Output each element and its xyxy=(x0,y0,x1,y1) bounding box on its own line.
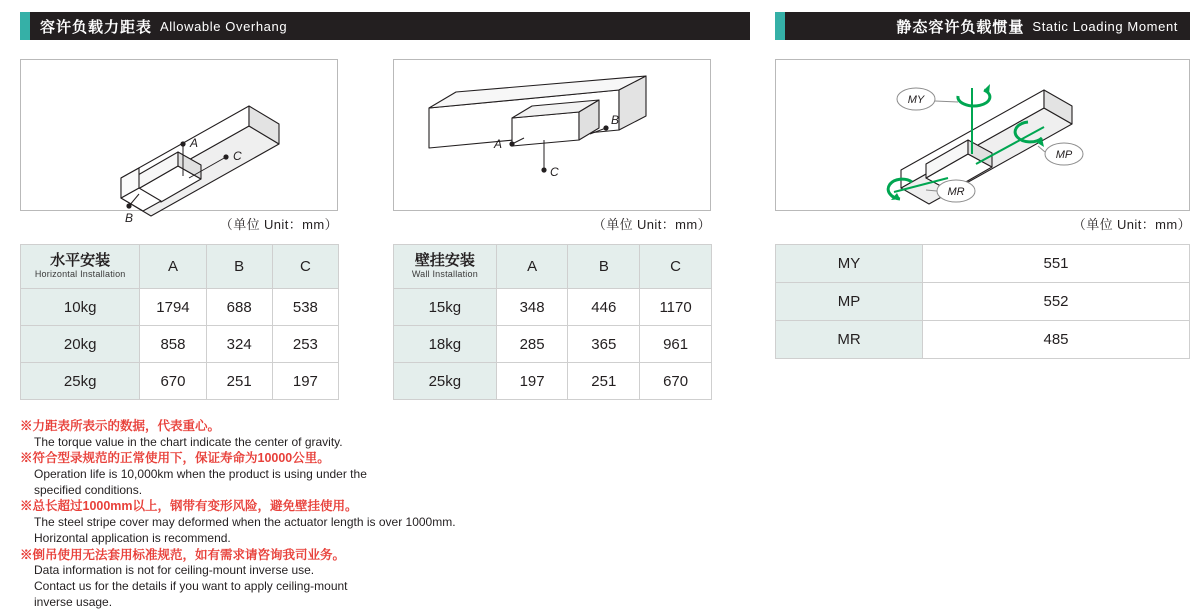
section-title-bar xyxy=(30,12,750,40)
cell-b: 251 xyxy=(206,363,272,400)
svg-text:C: C xyxy=(233,149,242,163)
note-en-1-1: The torque value in the chart indicate the center of gravity. xyxy=(34,434,343,449)
svg-text:C: C xyxy=(550,165,559,179)
figure-static-loading-moment xyxy=(775,59,1190,211)
section-title-cn: 容许负载力距表 xyxy=(40,18,153,36)
table-horizontal-installation xyxy=(20,244,339,400)
note-cn-2: ※符合型录规范的正常使用下，保证寿命为10000公里。 xyxy=(20,451,330,466)
table-row xyxy=(394,289,712,326)
svg-text:MY: MY xyxy=(907,94,925,106)
figure-moment-svg xyxy=(776,60,1189,210)
section-title-cn-2: 静态容许负载惯量 xyxy=(896,18,1025,36)
cell-c: 538 xyxy=(272,289,338,326)
cell-a: 1794 xyxy=(140,289,206,326)
section-title-en: Allowable Overhang xyxy=(160,18,288,34)
cell-a: 348 xyxy=(496,289,568,326)
cell-c: 253 xyxy=(272,326,338,363)
svg-text:MP: MP xyxy=(1055,149,1073,161)
cell-a: 285 xyxy=(496,326,568,363)
table-row xyxy=(776,245,1190,283)
cell-my-value: 551 xyxy=(923,245,1190,283)
cell-a: 858 xyxy=(140,326,206,363)
row-label-mr: MR xyxy=(776,321,923,359)
header-col-b: B xyxy=(568,245,640,289)
cell-mp-value: 552 xyxy=(923,283,1190,321)
note-cn-3: ※总长超过1000mm以上，钢带有变形风险，避免壁挂使用。 xyxy=(20,499,358,514)
svg-text:A: A xyxy=(494,137,503,151)
cell-b: 251 xyxy=(568,363,640,400)
svg-text:MR: MR xyxy=(947,186,965,198)
row-label: 25kg xyxy=(21,363,140,400)
unit-label-fig2: （单位 Unit：mm） xyxy=(592,217,711,232)
header-en: Wall Installation xyxy=(411,268,478,279)
table-row xyxy=(21,326,339,363)
cell-c: 197 xyxy=(272,363,338,400)
cell-c: 961 xyxy=(640,326,712,363)
figure-wall-svg xyxy=(394,60,710,210)
table-row xyxy=(21,289,339,326)
unit-label-fig1: （单位 Unit：mm） xyxy=(219,217,338,232)
svg-text:B: B xyxy=(125,211,134,225)
note-en-2-1: Operation life is 10,000km when the product is using under the xyxy=(34,466,367,481)
cell-b: 446 xyxy=(568,289,640,326)
section-accent-bar xyxy=(20,12,30,40)
note-en-3-1: The steel stripe cover may deformed when the actuator length is over 1000mm. xyxy=(34,514,456,529)
header-col-b: B xyxy=(206,245,272,289)
section-title-bar-2 xyxy=(785,12,1190,40)
notes-block xyxy=(20,418,580,611)
section-title-en-2: Static Loading Moment xyxy=(1032,18,1178,34)
unit-label-fig3: （单位 Unit：mm） xyxy=(1072,217,1191,232)
cell-c: 670 xyxy=(640,363,712,400)
header-cn: 壁挂安装 xyxy=(414,252,475,270)
table-wall-installation xyxy=(393,244,712,400)
table-row xyxy=(21,363,339,400)
header-col-c: C xyxy=(640,245,712,289)
cell-a: 670 xyxy=(140,363,206,400)
cell-b: 688 xyxy=(206,289,272,326)
row-label-mp: MP xyxy=(776,283,923,321)
note-en-4-3: inverse usage. xyxy=(34,594,113,609)
svg-text:A: A xyxy=(190,136,199,150)
note-cn-1: ※力距表所表示的数据，代表重心。 xyxy=(20,419,221,433)
cell-mr-value: 485 xyxy=(923,321,1190,359)
figure-wall-installation xyxy=(393,59,711,211)
section-accent-bar-2 xyxy=(775,12,785,40)
header-horizontal-install xyxy=(21,245,140,289)
row-label: 15kg xyxy=(394,289,497,326)
table-row xyxy=(776,283,1190,321)
note-en-4-2: Contact us for the details if you want to apply ceiling-mount xyxy=(34,578,348,593)
table-header-row xyxy=(394,245,712,289)
cell-b: 324 xyxy=(206,326,272,363)
table-row xyxy=(394,363,712,400)
row-label: 18kg xyxy=(394,326,497,363)
section-header-allowable-overhang xyxy=(20,12,750,40)
row-label: 25kg xyxy=(394,363,497,400)
note-en-4-1: Data information is not for ceiling-mount inverse use. xyxy=(34,563,315,578)
note-cn-4: ※倒吊使用无法套用标准规范，如有需求请咨询我司业务。 xyxy=(20,547,346,562)
note-en-2-2: specified conditions. xyxy=(34,482,143,497)
table-static-loading-moment xyxy=(775,244,1190,359)
header-en: Horizontal Installation xyxy=(34,268,126,279)
header-col-c: C xyxy=(272,245,338,289)
row-label: 20kg xyxy=(21,326,140,363)
header-cn: 水平安装 xyxy=(50,252,111,270)
header-wall-install xyxy=(394,245,497,289)
table-row xyxy=(776,321,1190,359)
svg-text:B: B xyxy=(611,113,620,127)
cell-c: 1170 xyxy=(640,289,712,326)
row-label: 10kg xyxy=(21,289,140,326)
cell-b: 365 xyxy=(568,326,640,363)
header-col-a: A xyxy=(496,245,568,289)
row-label-my: MY xyxy=(776,245,923,283)
table-header-row xyxy=(21,245,339,289)
cell-a: 197 xyxy=(496,363,568,400)
header-col-a: A xyxy=(140,245,206,289)
note-en-3-2: Horizontal application is recommend. xyxy=(34,530,231,545)
table-row xyxy=(394,326,712,363)
section-header-static-loading-moment xyxy=(775,12,1190,40)
